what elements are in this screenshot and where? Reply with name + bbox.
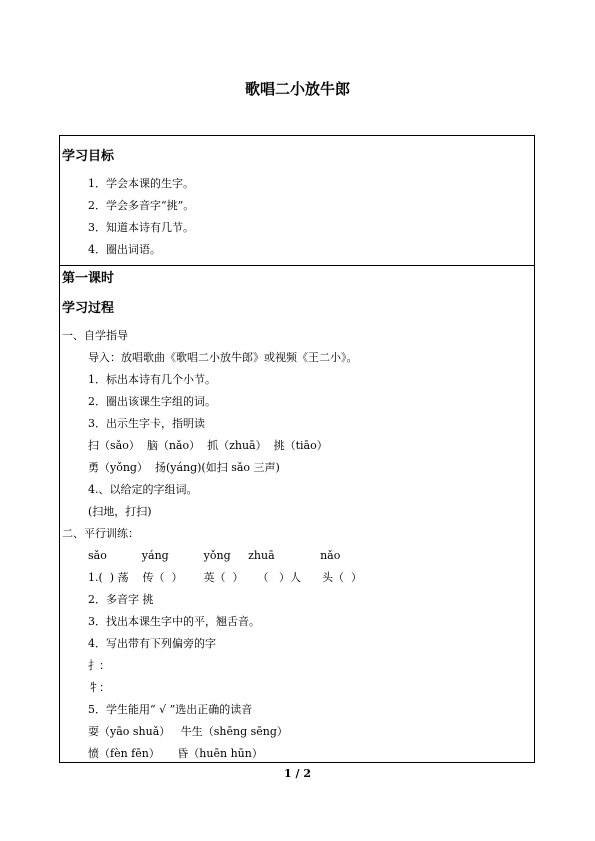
process-line: 4.、以给定的字组词。 (88, 483, 198, 496)
section-heading-lesson: 第一课时 (62, 271, 115, 286)
pronunciation-line: 愤（fèn fēn） 昏（huēn hūn） (88, 747, 263, 760)
section-heading-process: 学习过程 (62, 301, 115, 316)
process-line: 3．出示生字卡，指明读 (88, 417, 205, 430)
process-line: 一、自学指导 (62, 329, 128, 342)
process-line: 4．写出带有下列偏旁的字 (88, 637, 216, 650)
table-divider (59, 265, 535, 266)
goal-item: 4．圈出词语。 (88, 243, 161, 256)
pronunciation-line: 耍（yāo shuǎ） 牛生（shēng sēng） (88, 725, 288, 738)
process-line: 扫（sǎo） 脑（nǎo） 抓（zhuā） 挑（tiāo） (88, 439, 328, 452)
process-line: 二、平行训练： (62, 527, 139, 540)
process-line: 2．圈出该课生字组的词。 (88, 395, 216, 408)
radical-line: 牜： (88, 681, 110, 694)
exercise-row: 1.( ) 荡 传（ ） 英（ ） （ ）人 头（ ） (88, 571, 362, 584)
process-line: 2．多音字 挑 (88, 593, 154, 606)
page-title: 歌唱二小放牛郎 (244, 80, 350, 98)
goal-item: 2．学会多音字“挑”。 (88, 199, 195, 212)
process-line: 勇（yǒng） 扬(yáng)(如扫 sǎo 三声) (88, 461, 280, 474)
pinyin-row: sǎo yáng yǒng zhuā nǎo (88, 549, 341, 562)
process-line: (扫地，打扫) (88, 505, 152, 518)
process-line: 1．标出本诗有几个小节。 (88, 373, 216, 386)
goal-item: 1．学会本课的生字。 (88, 177, 194, 190)
page-number: 1 / 2 (284, 767, 311, 780)
radical-line: 扌： (88, 659, 110, 672)
process-line: 3．找出本课生字中的平，翘舌音。 (88, 615, 260, 628)
goal-item: 3．知道本诗有几节。 (88, 221, 194, 234)
section-heading-goals: 学习目标 (62, 149, 115, 164)
process-line: 导入：放唱歌曲《歌唱二小放牛郎》或视频《王二小》。 (88, 351, 358, 364)
process-line: 5．学生能用“ √ ”选出正确的读音 (88, 703, 253, 716)
